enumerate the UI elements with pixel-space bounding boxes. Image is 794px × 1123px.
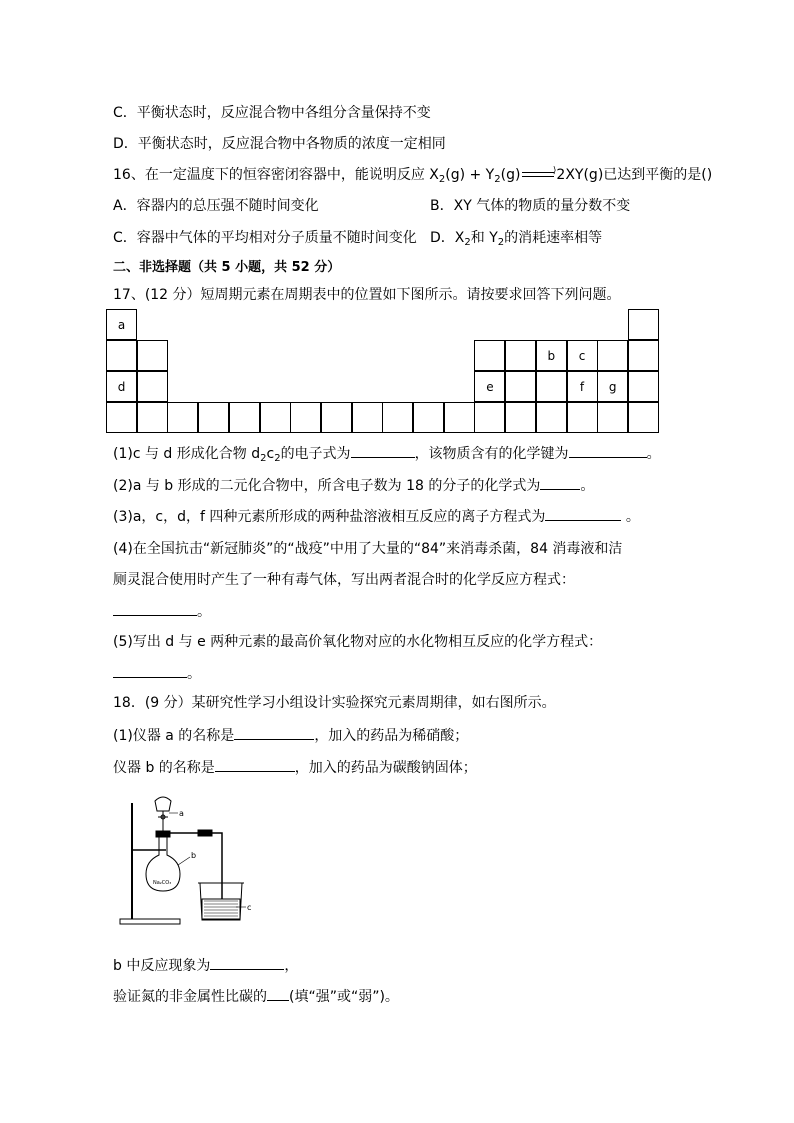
q17-part3: (3)a，c，d，f 四种元素所形成的两种盐溶液相互反应的离子方程式为 。 [113,509,640,525]
answer-blank[interactable] [210,956,284,970]
q18-part3: 验证氮的非金属性比碳的 (填“强”或“弱”)。 [113,989,399,1005]
answer-blank[interactable] [569,444,647,458]
table-cell [290,402,321,433]
table-cell [474,340,505,371]
q18-part2: b 中反应现象为 ， [113,958,299,974]
answer-blank[interactable] [215,758,295,772]
table-cell [229,402,260,433]
table-cell [137,340,168,371]
q16-option-d: D．$X_2$和 $Y_2$的消耗速率相等 [430,230,603,248]
q16-option-c: C．容器中气体的平均相对分子质量不随时间变化 [113,230,417,246]
table-cell [137,371,168,402]
q17-part2: (2)a 与 b 形成的二元化合物中，所含电子数为 18 的分子的化学式为 。 [113,478,595,494]
answer-blank[interactable] [113,664,187,678]
table-cell [382,402,413,433]
table-cell [628,340,659,371]
stand-base [120,919,180,924]
label-a: a [179,809,184,818]
table-cell [597,340,628,371]
table-cell-a: a [106,309,137,340]
q16-option-b: B．XY 气体的物质的量分数不变 [430,198,631,214]
table-cell [628,309,659,340]
table-cell [628,402,659,433]
table-cell-e: e [474,371,505,402]
table-cell-d: d [106,371,137,402]
equilibrium-arrow-icon: ⟩ [520,170,556,180]
q17-part5-line1: (5)写出 d 与 e 两种元素的最高价氧化物对应的水化物相互反应的化学方程式： [113,634,603,650]
q18-part1b: 仪器 b 的名称是 ，加入的药品为碳酸钠固体； [113,760,477,776]
table-cell [536,371,567,402]
lab-apparatus-figure [118,795,258,930]
answer-blank[interactable] [113,602,197,616]
q15-option-c: C．平衡状态时，反应混合物中各组分含量保持不变 [113,105,431,121]
q17-part4-answer: 。 [113,602,211,621]
q18-part1: (1)仪器 a 的名称是 ，加入的药品为稀硝酸； [113,728,469,744]
section-heading: 二、非选择题（共 5 小题，共 52 分） [113,260,341,275]
table-cell-c: c [567,340,598,371]
table-cell [260,402,291,433]
table-cell-f: f [567,371,598,402]
answer-blank[interactable] [351,444,415,458]
table-cell [628,371,659,402]
table-cell [536,402,567,433]
q17-part4-line1: (4)在全国抗击“新冠肺炎”的“战疫”中用了大量的“84”来消毒杀菌，84 消毒液和洁 [113,541,623,557]
label-b: b [191,851,197,860]
q17-stem: 17、(12 分）短周期元素在周期表中的位置如下图所示。请按要求回答下列问题。 [113,287,621,303]
table-cell [597,402,628,433]
q18-stem: 18．(9 分）某研究性学习小组设计实验探究元素周期律，如右图所示。 [113,695,556,711]
label-c: c [247,903,252,912]
answer-blank[interactable] [545,507,621,521]
table-cell [444,402,475,433]
svg-text:Na₂CO₃: Na₂CO₃ [153,880,172,886]
table-cell [198,402,229,433]
q15-option-d: D．平衡状态时，反应混合物中各物质的浓度一定相同 [113,136,446,152]
table-cell [106,340,137,371]
q17-part4-line2: 厕灵混合使用时产生了一种有毒气体，写出两者混合时的化学反应方程式： [113,572,575,588]
q16-option-a: A．容器内的总压强不随时间变化 [113,198,319,214]
table-cell-b: b [536,340,567,371]
table-cell [505,402,536,433]
table-cell [505,371,536,402]
table-cell-g: g [597,371,628,402]
table-cell [474,402,505,433]
answer-blank[interactable] [540,476,580,490]
table-cell [505,340,536,371]
table-cell [137,402,168,433]
table-cell [567,402,598,433]
table-cell [413,402,444,433]
q17-part5-answer: 。 [113,664,201,683]
table-cell [106,402,137,433]
answer-blank[interactable] [267,987,289,1001]
q16-stem: 16、在一定温度下的恒容密闭容器中，能说明反应 $X_2(g) + Y_2(g)$ ⟩ 2XY(g)已达到平衡的是() [113,166,713,185]
answer-blank[interactable] [234,726,314,740]
q17-part1: (1)c 与 d 形成化合物 $d_2c_2$的电子式为 ，该物质含有的化学键为 。 [113,446,661,464]
table-cell [352,402,383,433]
table-cell [321,402,352,433]
table-cell [167,402,198,433]
